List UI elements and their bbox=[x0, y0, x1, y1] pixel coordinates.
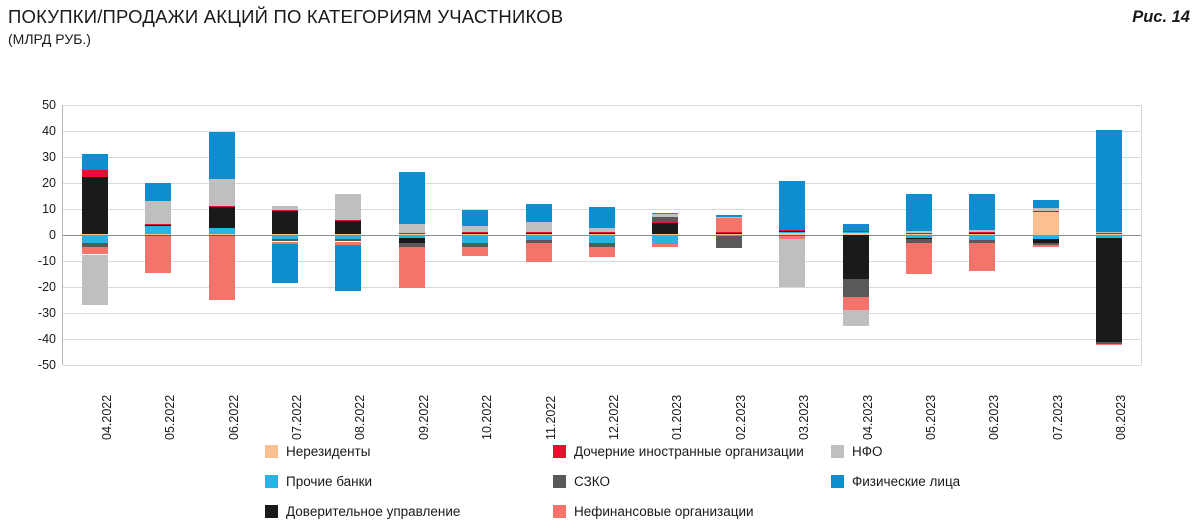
bar-segment bbox=[526, 222, 552, 232]
bar-segment bbox=[969, 232, 995, 233]
bar-segment bbox=[779, 230, 805, 231]
bar-segment bbox=[82, 235, 108, 243]
bar-segment bbox=[843, 235, 869, 279]
bar-segment bbox=[652, 223, 678, 235]
bar-segment bbox=[335, 220, 361, 221]
bar-segment bbox=[589, 207, 615, 228]
bar-segment bbox=[843, 310, 869, 326]
bar-segment bbox=[209, 207, 235, 228]
bar-segment bbox=[1033, 245, 1059, 246]
legend-color-swatch bbox=[265, 475, 278, 488]
x-axis-tick-label: 10.2022 bbox=[480, 394, 495, 440]
page-subtitle: (МЛРД РУБ.) bbox=[8, 31, 91, 47]
legend-label: Прочие банки bbox=[286, 474, 373, 489]
page-title: ПОКУПКИ/ПРОДАЖИ АКЦИЙ ПО КАТЕГОРИЯМ УЧАСТНИКОВ bbox=[8, 6, 564, 27]
legend-color-swatch bbox=[265, 505, 278, 518]
bar-segment bbox=[652, 213, 678, 214]
bar-segment bbox=[652, 222, 678, 223]
legend-item bbox=[265, 444, 370, 459]
bar-segment bbox=[906, 194, 932, 230]
plot-region bbox=[62, 105, 1142, 365]
y-axis-tick-label: -50 bbox=[37, 358, 56, 372]
bar-segment bbox=[209, 228, 235, 235]
bar-segment bbox=[906, 233, 932, 234]
gridline bbox=[63, 365, 1141, 366]
y-axis-tick-label: -30 bbox=[37, 306, 56, 320]
bar-segment bbox=[1033, 212, 1059, 235]
bar-segment bbox=[652, 244, 678, 247]
y-axis-tick-label: 0 bbox=[49, 228, 56, 242]
legend-label: Доверительное управление bbox=[286, 504, 461, 519]
bar-segment bbox=[526, 204, 552, 222]
y-axis-tick-label: 30 bbox=[42, 150, 56, 164]
bar-segment bbox=[526, 232, 552, 233]
bar-segment bbox=[779, 239, 805, 287]
bar-segment bbox=[82, 170, 108, 177]
x-axis-tick-label: 04.2022 bbox=[99, 394, 114, 440]
y-axis-tick-label: 40 bbox=[42, 124, 56, 138]
gridline bbox=[63, 313, 1141, 314]
bar-segment bbox=[145, 224, 171, 225]
gridline bbox=[63, 339, 1141, 340]
bar-segment bbox=[1096, 130, 1122, 231]
bar-segment bbox=[906, 243, 932, 274]
bar-segment bbox=[145, 201, 171, 224]
legend-label: Физические лица bbox=[852, 474, 961, 489]
x-axis-tick-label: 06.2023 bbox=[987, 394, 1002, 440]
bar-segment bbox=[82, 255, 108, 306]
bar-segment bbox=[462, 247, 488, 256]
bar-segment bbox=[272, 206, 298, 210]
bar-segment bbox=[779, 181, 805, 229]
legend-label: Нерезиденты bbox=[286, 444, 371, 459]
legend-color-swatch bbox=[831, 475, 844, 488]
x-axis-tick-label: 11.2022 bbox=[543, 395, 558, 440]
bar-segment bbox=[589, 247, 615, 257]
x-axis-tick-label: 12.2022 bbox=[607, 394, 621, 440]
y-axis-labels bbox=[0, 98, 56, 372]
legend-color-swatch bbox=[265, 445, 278, 458]
legend-color-swatch bbox=[553, 505, 566, 518]
bar-segment bbox=[906, 231, 932, 234]
bar-segment bbox=[272, 210, 298, 211]
x-axis-tick-label: 03.2023 bbox=[797, 394, 812, 440]
bar-segment bbox=[1096, 233, 1122, 234]
legend-color-swatch bbox=[553, 475, 566, 488]
bar-segment bbox=[843, 224, 869, 232]
bar-segment bbox=[335, 221, 361, 234]
chart-header bbox=[8, 6, 1188, 47]
legend-label: НФО bbox=[852, 444, 883, 459]
bar-segment bbox=[1096, 344, 1122, 345]
bar-segment bbox=[589, 235, 615, 243]
bar-segment bbox=[145, 226, 171, 234]
bar-segment bbox=[209, 132, 235, 179]
bar-segment bbox=[1033, 200, 1059, 208]
bar-segment bbox=[843, 279, 869, 297]
bar-segment bbox=[462, 235, 488, 243]
y-axis-tick-label: -20 bbox=[37, 280, 56, 294]
legend-label: Нефинансовые организации bbox=[574, 504, 754, 519]
legend-item bbox=[265, 474, 372, 489]
bar-segment bbox=[82, 177, 108, 234]
bar-segment bbox=[145, 183, 171, 201]
bar-segment bbox=[969, 194, 995, 229]
legend-item bbox=[831, 474, 960, 489]
bar-segment bbox=[969, 243, 995, 272]
bar-segment bbox=[589, 228, 615, 232]
bar-segment bbox=[716, 218, 742, 232]
legend-item bbox=[553, 504, 754, 519]
x-axis-tick-label: 09.2022 bbox=[416, 394, 431, 440]
x-axis-tick-label: 07.2023 bbox=[1050, 394, 1065, 440]
legend-item bbox=[553, 444, 804, 459]
bar-segment bbox=[589, 232, 615, 233]
bar-segment bbox=[209, 206, 235, 207]
bar-segment bbox=[716, 232, 742, 233]
bar-segment bbox=[209, 179, 235, 206]
y-axis-tick-label: -40 bbox=[37, 332, 56, 346]
bar-segment bbox=[399, 224, 425, 233]
bar-segment bbox=[272, 244, 298, 283]
legend-item bbox=[265, 504, 460, 519]
bar-segment bbox=[399, 172, 425, 224]
bar-segment bbox=[462, 226, 488, 233]
y-axis-tick-label: 50 bbox=[42, 98, 56, 112]
x-axis-tick-label: 08.2022 bbox=[353, 394, 368, 440]
chart-legend bbox=[0, 432, 1200, 522]
bar-segment bbox=[779, 232, 805, 233]
bar-segment bbox=[843, 231, 869, 232]
bar-segment bbox=[716, 217, 742, 218]
legend-item bbox=[553, 474, 610, 489]
bar-segment bbox=[1033, 208, 1059, 211]
bar-segment bbox=[82, 154, 108, 170]
bar-segment bbox=[462, 210, 488, 226]
bar-segment bbox=[335, 245, 361, 291]
bar-segment bbox=[209, 236, 235, 300]
x-axis-tick-label: 08.2023 bbox=[1114, 394, 1129, 440]
legend-color-swatch bbox=[553, 445, 566, 458]
bar-segment bbox=[652, 217, 678, 222]
x-axis-tick-label: 01.2023 bbox=[670, 394, 685, 440]
bar-segment bbox=[1096, 232, 1122, 233]
legend-color-swatch bbox=[831, 445, 844, 458]
bar-segment bbox=[272, 211, 298, 234]
bar-segment bbox=[462, 232, 488, 233]
legend-item bbox=[831, 444, 883, 459]
bar-segment bbox=[145, 236, 171, 272]
gridline bbox=[63, 105, 1141, 106]
bar-segment bbox=[716, 215, 742, 216]
y-axis-tick-label: 10 bbox=[42, 202, 56, 216]
x-axis-tick-label: 07.2022 bbox=[289, 394, 304, 440]
figure-label: Рис. 14 bbox=[1132, 8, 1190, 26]
bar-segment bbox=[526, 243, 552, 263]
legend-label: СЗКО bbox=[574, 474, 610, 489]
x-axis-tick-label: 02.2023 bbox=[733, 394, 748, 440]
bar-segment bbox=[399, 247, 425, 289]
bar-segment bbox=[1096, 238, 1122, 342]
chart-area bbox=[0, 95, 1200, 385]
bar-segment bbox=[652, 235, 678, 244]
bar-segment bbox=[335, 194, 361, 220]
x-axis-tick-label: 04.2023 bbox=[860, 394, 875, 440]
bar-segment bbox=[843, 297, 869, 310]
y-axis-tick-label: 20 bbox=[42, 176, 56, 190]
x-axis-tick-label: 05.2022 bbox=[163, 394, 178, 440]
bar-segment bbox=[969, 230, 995, 233]
bar-segment bbox=[716, 236, 742, 248]
x-axis-tick-label: 06.2022 bbox=[226, 394, 241, 440]
bar-segment bbox=[652, 214, 678, 217]
bar-segment bbox=[1033, 211, 1059, 212]
y-axis-tick-label: -10 bbox=[37, 254, 56, 268]
legend-label: Дочерние иностранные организации bbox=[574, 444, 804, 459]
bar-segment bbox=[399, 233, 425, 234]
bar-segment bbox=[82, 247, 108, 255]
x-axis-tick-label: 05.2023 bbox=[924, 394, 939, 440]
